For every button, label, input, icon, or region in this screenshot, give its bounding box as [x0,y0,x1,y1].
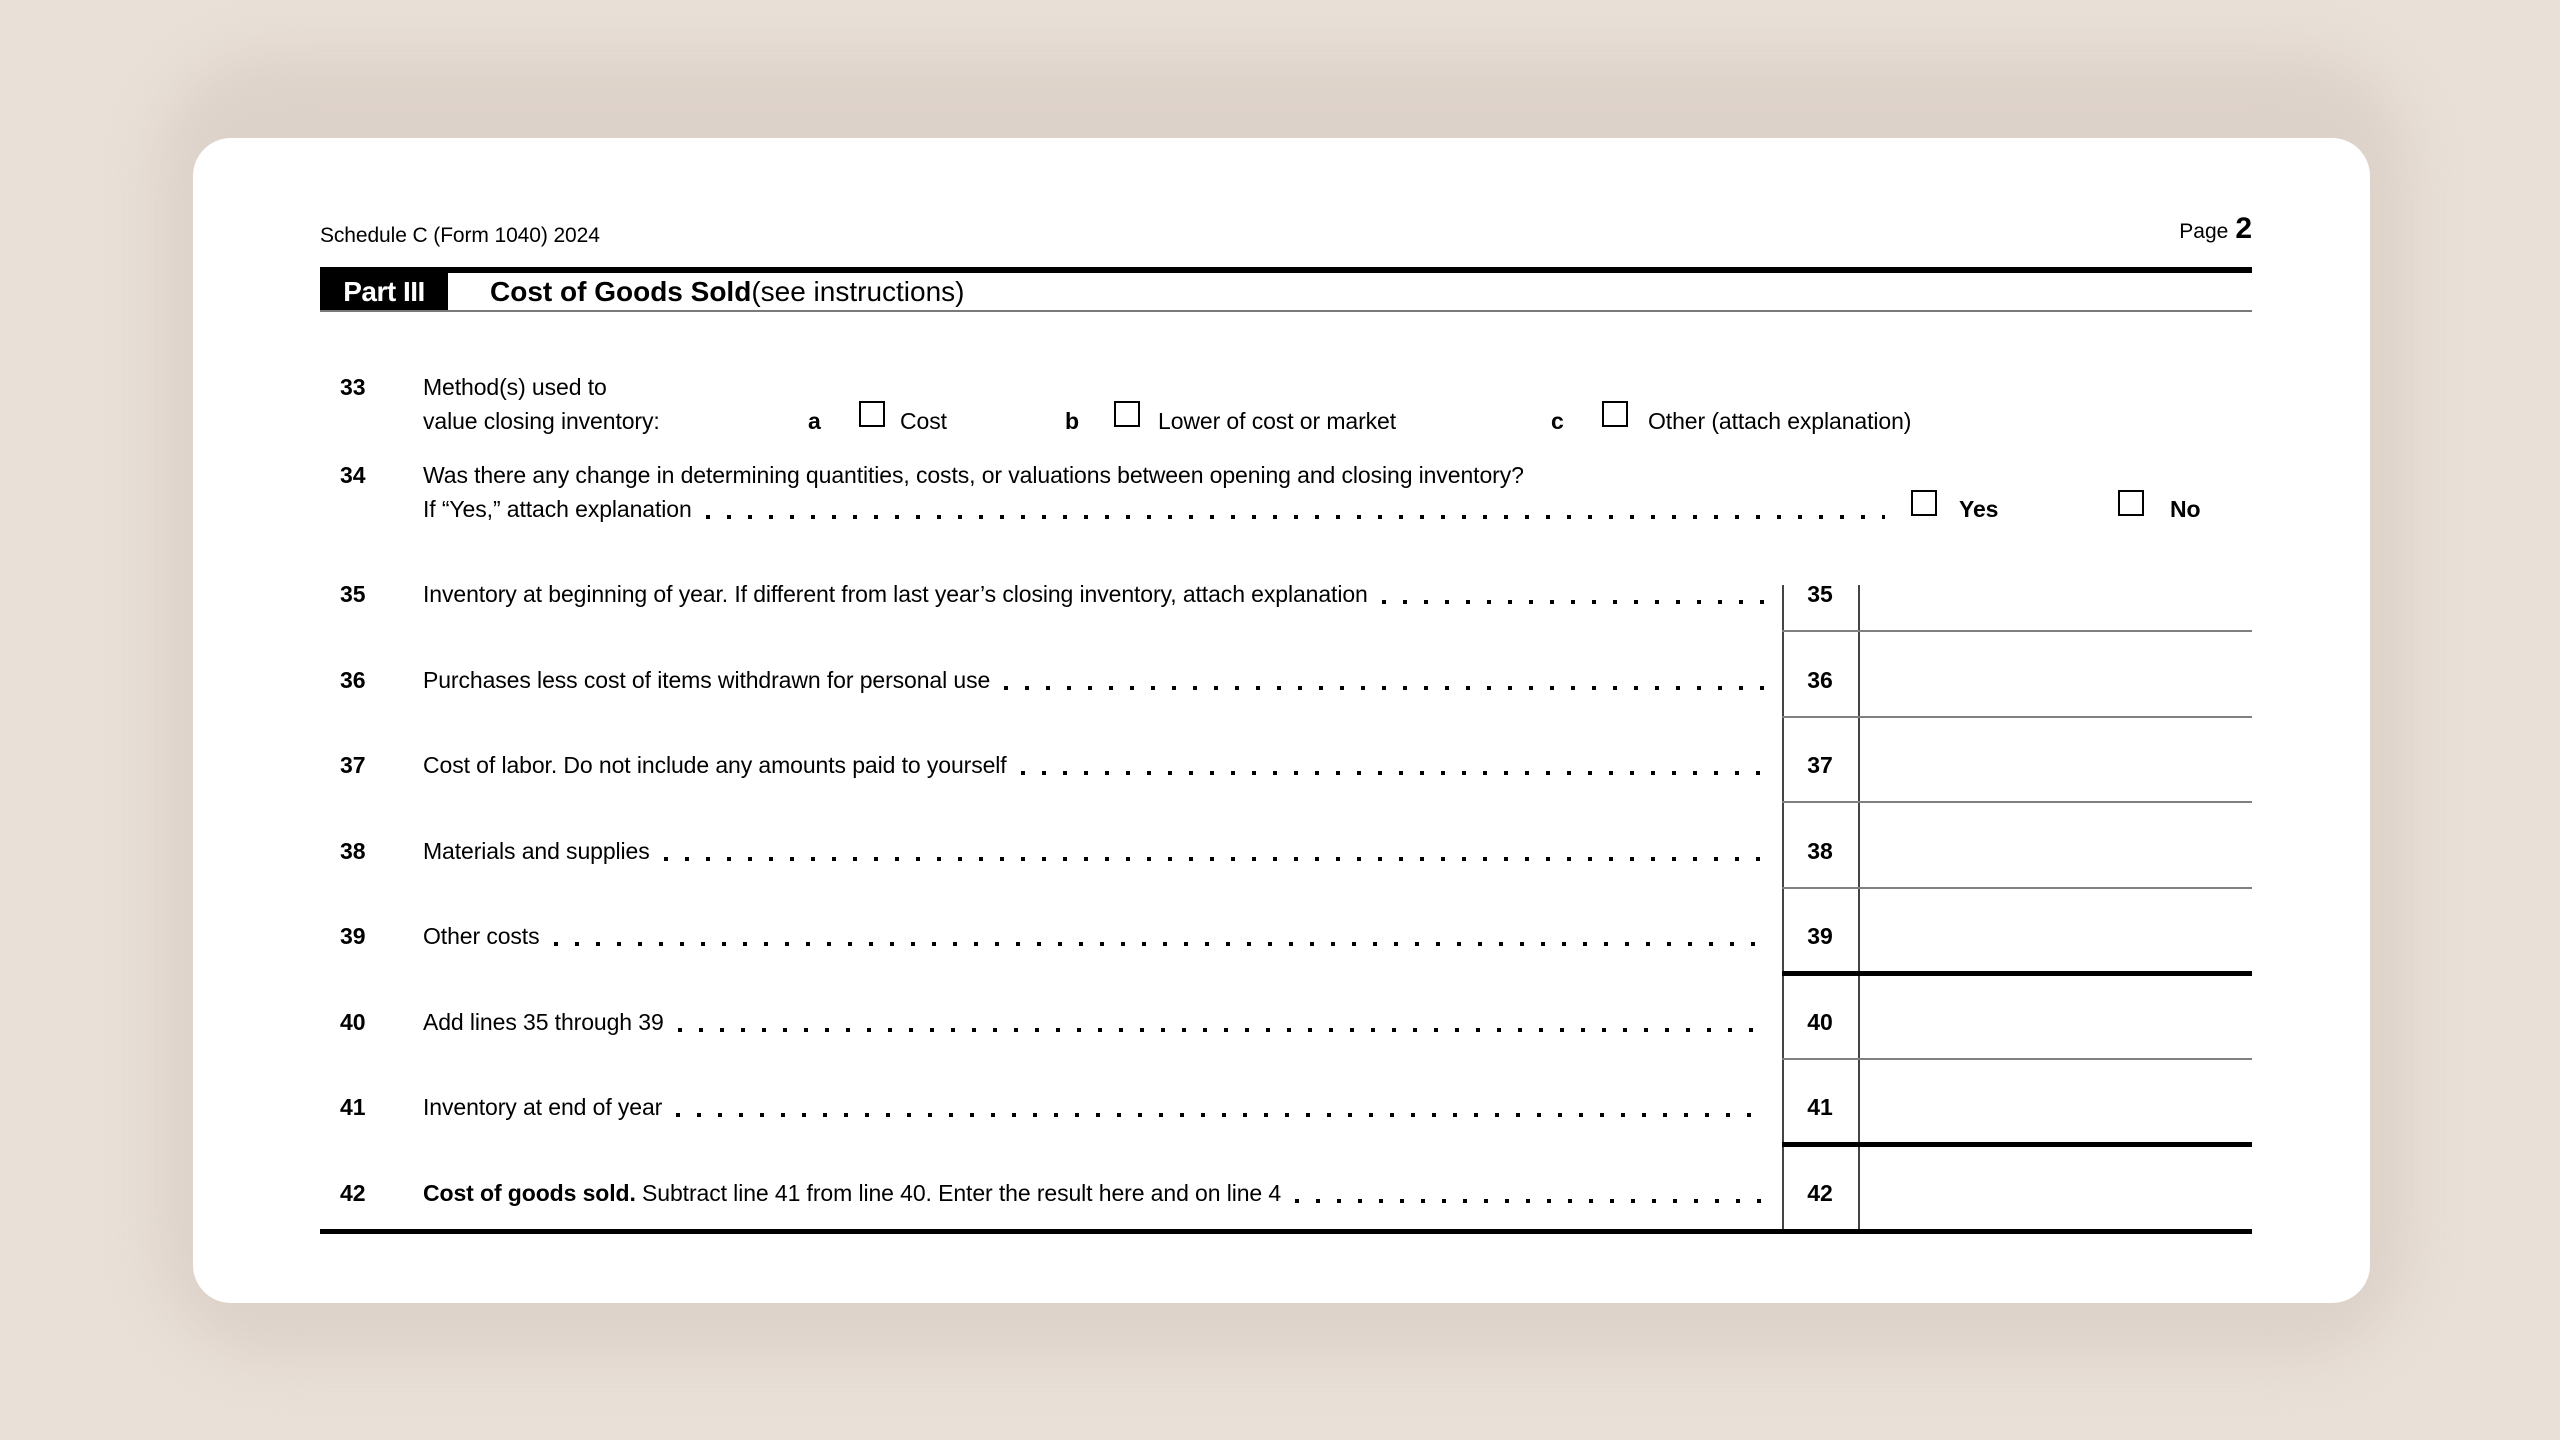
amount-field-37[interactable] [1860,758,2250,800]
row-box-number: 35 [1807,581,1833,607]
row-number: 36 [340,667,366,693]
option-b-label: Lower of cost or market [1158,408,1397,434]
row-rule [1782,1058,2252,1060]
table-row [340,1090,1772,1124]
row-label: Other costs [423,923,540,949]
row-box-number: 37 [1807,752,1833,778]
amount-field-39[interactable] [1860,928,2250,970]
line33-label-line1: Method(s) used to [423,374,607,400]
row-rule [1782,801,2252,803]
amount-field-41[interactable] [1860,1099,2250,1141]
row-label: Cost of goods sold. Subtract line 41 from line 40. Enter the result here and on line 4 [423,1180,1282,1206]
leader-dots [678,1028,1764,1032]
row-box-number: 36 [1807,667,1833,693]
row-box-number: 41 [1807,1094,1833,1120]
table-row [340,663,1772,697]
table-row [340,919,1772,953]
row-rule-heavy [1782,971,2252,976]
option-b-letter: b [1065,408,1079,434]
amount-field-40[interactable] [1860,1014,2250,1056]
row-label: Cost of labor. Do not include any amounts paid to yourself [423,752,1007,778]
row-number: 39 [340,923,366,949]
line34-question: Was there any change in determining quantities, costs, or valuations between opening and closing inventory? [423,462,1524,488]
section-title-wrap [490,273,965,310]
table-row [340,748,1772,782]
row-label: Add lines 35 through 39 [423,1009,664,1035]
header-bottom-rule [320,310,2252,312]
row-rule-heavy [1782,1142,2252,1147]
row-number: 37 [340,752,366,778]
row-label: Inventory at end of year [423,1094,663,1120]
row-box-number: 39 [1807,923,1833,949]
yes-label: Yes [1959,496,1999,522]
line34-prompt-row [423,492,1893,526]
form-title: Schedule C (Form 1040) 2024 [320,224,600,247]
amount-field-36[interactable] [1860,672,2250,714]
leader-dots [664,857,1764,861]
row-number: 35 [340,581,366,607]
checkbox-yes[interactable] [1911,490,1937,516]
row-label: Materials and supplies [423,838,650,864]
table-row [340,1176,1772,1210]
row-number: 42 [340,1180,366,1206]
form-card [193,138,2370,1303]
amount-field-35[interactable] [1860,586,2250,628]
line34-number: 34 [340,462,366,488]
leader-dots [706,515,1885,519]
row-box-number: 40 [1807,1009,1833,1035]
row-box-number: 42 [1807,1180,1833,1206]
page-number: 2 [2235,212,2252,245]
amount-field-38[interactable] [1860,843,2250,885]
option-a-letter: a [808,408,821,434]
section-subtitle: (see instructions) [751,276,965,307]
checkbox-no[interactable] [2118,490,2144,516]
leader-dots [676,1113,1764,1117]
line34-prompt: If “Yes,” attach explanation [423,496,692,522]
table-row [340,834,1772,868]
checkbox-other[interactable] [1602,401,1628,427]
leader-dots [554,942,1765,946]
part-label-badge: Part III [320,273,448,310]
row-rule [1782,630,2252,632]
leader-dots [1295,1199,1764,1203]
amount-field-42[interactable] [1860,1185,2250,1227]
page-label: Page [2179,220,2229,243]
row-label: Inventory at beginning of year. If different from last year’s closing inventory, attach explanation [423,581,1368,607]
row-number: 41 [340,1094,366,1120]
leader-dots [1021,771,1764,775]
section-title: Cost of Goods Sold [490,276,752,307]
leader-dots [1004,686,1764,690]
part-header-row [320,273,2252,310]
row-box-number: 38 [1807,838,1833,864]
row-rule [1782,887,2252,889]
leader-dots [1382,600,1764,604]
table-row [340,1005,1772,1039]
no-label: No [2170,496,2201,522]
table-row [340,577,1772,611]
checkbox-cost[interactable] [859,401,885,427]
option-c-label: Other (attach explanation) [1648,408,1912,434]
option-c-letter: c [1551,408,1564,434]
page-indicator [2179,212,2252,246]
option-a-label: Cost [900,408,947,434]
table-bottom-rule [320,1229,2252,1234]
row-number: 38 [340,838,366,864]
row-number: 40 [340,1009,366,1035]
checkbox-lower-of-cost[interactable] [1114,401,1140,427]
row-label: Purchases less cost of items withdrawn for personal use [423,667,991,693]
line33-number: 33 [340,374,366,400]
row-rule [1782,716,2252,718]
line33-label-line2: value closing inventory: [423,408,660,434]
